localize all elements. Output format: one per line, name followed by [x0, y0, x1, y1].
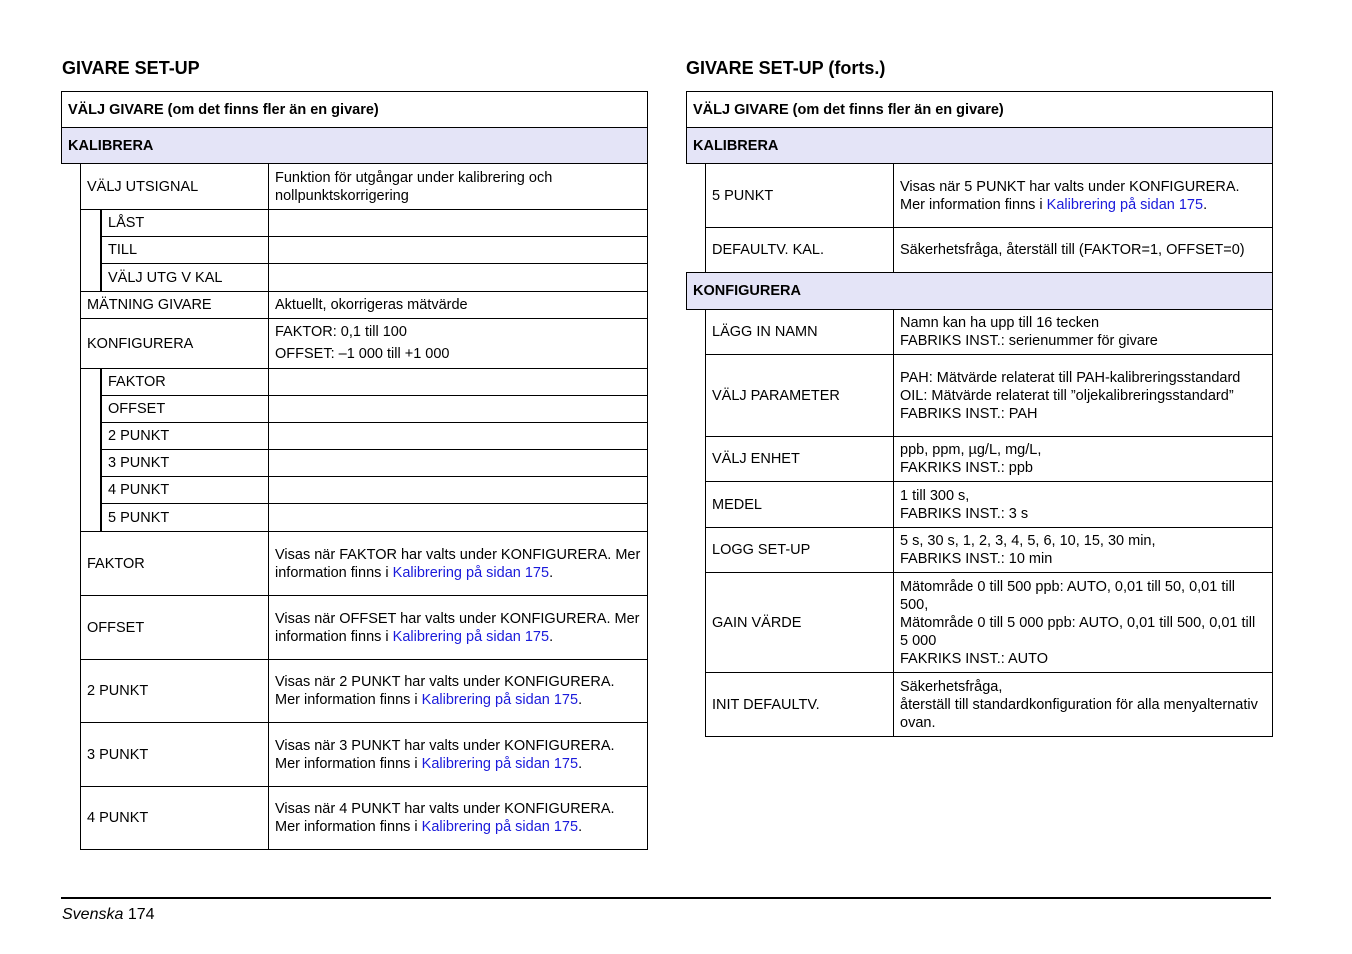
left-row-desc: [268, 236, 648, 264]
left-row-desc: [268, 503, 648, 532]
right-row-label: VÄLJ ENHET: [705, 436, 894, 482]
indent-spacer: [80, 209, 101, 292]
desc-text: .: [549, 564, 554, 581]
desc-text: Visas när FAKTOR har valts under KONFIGURERA. Mer information finns i: [275, 546, 641, 581]
desc-line: FAKTOR: 0,1 till 100: [275, 324, 407, 340]
desc-text: .: [578, 755, 583, 772]
desc-text: .: [578, 692, 583, 708]
kalibrering-link[interactable]: Kalibrering på sidan 175: [392, 564, 550, 581]
kalibrering-link[interactable]: Kalibrering på sidan 175: [421, 692, 579, 708]
desc-text: Visas när OFFSET har valts under KONFIGURERA. Mer information finns i: [275, 610, 640, 645]
right-row-desc: [893, 436, 1273, 482]
right-row-desc: [893, 227, 1273, 273]
desc-text: .: [549, 628, 554, 645]
footer: [62, 905, 155, 925]
desc-line: FAKRIKS INST.: ppb: [900, 460, 1033, 476]
footer-page-number: 174: [127, 906, 155, 923]
right-section-kalibrera: KALIBRERA: [686, 127, 1273, 164]
kalibrering-link[interactable]: Kalibrering på sidan 175: [1046, 196, 1204, 213]
left-heading: GIVARE SET-UP: [62, 58, 200, 78]
desc-line: FABRIKS INST.: serienummer för givare: [900, 333, 1158, 349]
left-row-label: 5 PUNKT: [101, 503, 269, 532]
left-row-desc: [268, 531, 648, 596]
left-row-label: KONFIGURERA: [80, 318, 269, 369]
desc-line: Mätområde 0 till 5 000 ppb: AUTO, 0,01 till 500, 0,01 till 5 000: [900, 614, 1256, 649]
right-row-desc: [893, 354, 1273, 437]
right-row-label: MEDEL: [705, 481, 894, 528]
right-heading: GIVARE SET-UP (forts.): [686, 58, 886, 78]
right-top-header: VÄLJ GIVARE (om det finns fler än en givare): [686, 91, 1273, 128]
desc-line: FABRIKS INST.: 10 min: [900, 551, 1053, 567]
left-row-label: LÅST: [101, 209, 269, 237]
left-section-kalibrera: KALIBRERA: [61, 127, 648, 164]
right-row-label: LÄGG IN NAMN: [705, 309, 894, 355]
right-row-label: INIT DEFAULTV.: [705, 672, 894, 737]
left-row-label: OFFSET: [101, 395, 269, 423]
footer-language: Svenska: [62, 906, 124, 923]
left-row-label: 2 PUNKT: [101, 422, 269, 450]
left-row-label: 2 PUNKT: [80, 659, 269, 723]
left-row-desc: [268, 263, 648, 292]
right-section-konfigurera: KONFIGURERA: [686, 272, 1273, 310]
left-row-desc: [268, 449, 648, 477]
desc-line: FABRIKS INST.: PAH: [900, 405, 1038, 422]
left-row-desc: Funktion för utgångar under kalibrering och nollpunktskorrigering: [268, 163, 648, 210]
left-row-label: MÄTNING GIVARE: [80, 291, 269, 319]
right-row-desc: [893, 672, 1273, 737]
right-row-desc: [893, 572, 1273, 673]
kalibrering-link[interactable]: Kalibrering på sidan 175: [421, 819, 579, 835]
left-row-label: VÄLJ UTG V KAL: [101, 263, 269, 292]
right-row-label: VÄLJ PARAMETER: [705, 354, 894, 437]
left-row-desc: [268, 209, 648, 237]
desc-line: Namn kan ha upp till 16 tecken: [900, 315, 1100, 331]
desc-text: Visas när 4 PUNKT har valts under KONFIGURERA. Mer information finns i: [275, 801, 615, 835]
left-row-desc: Aktuellt, okorrigeras mätvärde: [268, 291, 648, 319]
left-row-label: 3 PUNKT: [80, 722, 269, 787]
desc-text: Visas när 2 PUNKT har valts under KONFIGURERA. Mer information finns i: [275, 674, 615, 708]
left-row-desc: [268, 395, 648, 423]
desc-line: FABRIKS INST.: 3 s: [900, 505, 1029, 522]
kalibrering-link[interactable]: Kalibrering på sidan 175: [421, 755, 579, 772]
left-row-label: 3 PUNKT: [101, 449, 269, 477]
desc-line: Säkerhetsfråga, återställ till (FAKTOR=1, OFFSET=0): [900, 242, 1245, 258]
desc-text: .: [578, 819, 583, 835]
desc-text: .: [1203, 196, 1208, 213]
left-top-header: VÄLJ GIVARE (om det finns fler än en givare): [61, 91, 648, 128]
left-row-desc: [268, 659, 648, 723]
left-row-desc: [268, 595, 648, 660]
desc-line: återställ till standardkonfiguration för alla menyalternativ ovan.: [900, 696, 1258, 731]
desc-line: Mätområde 0 till 500 ppb: AUTO, 0,01 till 50, 0,01 till 500,: [900, 578, 1236, 613]
left-row-desc: [268, 722, 648, 787]
right-row-label: DEFAULTV. KAL.: [705, 227, 894, 273]
desc-line: 5 s, 30 s, 1, 2, 3, 4, 5, 6, 10, 15, 30 min,: [900, 533, 1156, 549]
right-row-desc: [893, 163, 1273, 228]
left-row-desc: [268, 786, 648, 850]
left-row-label: 4 PUNKT: [101, 476, 269, 504]
indent-spacer: [80, 368, 101, 532]
desc-line: OFFSET: –1 000 till +1 000: [275, 346, 450, 362]
desc-line: FAKRIKS INST.: AUTO: [900, 650, 1048, 667]
left-row-label: TILL: [101, 236, 269, 264]
left-row-label: VÄLJ UTSIGNAL: [80, 163, 269, 210]
right-row-label: LOGG SET-UP: [705, 527, 894, 573]
desc-line: OIL: Mätvärde relaterat till ”oljekalibreringsstandard”: [900, 387, 1234, 404]
right-row-label: GAIN VÄRDE: [705, 572, 894, 673]
right-row-desc: [893, 481, 1273, 528]
desc-line: ppb, ppm, µg/L, mg/L,: [900, 442, 1042, 458]
desc-text: Visas när 5 PUNKT har valts under KONFIGURERA. Mer information finns i: [900, 178, 1240, 213]
desc-line: PAH: Mätvärde relaterat till PAH-kalibreringsstandard: [900, 369, 1241, 386]
kalibrering-link[interactable]: Kalibrering på sidan 175: [392, 628, 550, 645]
left-row-label: 4 PUNKT: [80, 786, 269, 850]
left-row-desc: [268, 476, 648, 504]
desc-line: Säkerhetsfråga,: [900, 678, 1003, 695]
desc-line: 1 till 300 s,: [900, 487, 970, 504]
left-row-label: FAKTOR: [101, 368, 269, 396]
left-row-label: OFFSET: [80, 595, 269, 660]
left-row-desc: [268, 422, 648, 450]
left-row-label: FAKTOR: [80, 531, 269, 596]
desc-text: Visas när 3 PUNKT har valts under KONFIGURERA. Mer information finns i: [275, 737, 615, 772]
right-row-desc: [893, 309, 1273, 355]
footer-rule: [61, 897, 1271, 899]
left-row-desc: [268, 318, 648, 369]
right-row-desc: [893, 527, 1273, 573]
left-row-desc: [268, 368, 648, 396]
right-row-label: 5 PUNKT: [705, 163, 894, 228]
